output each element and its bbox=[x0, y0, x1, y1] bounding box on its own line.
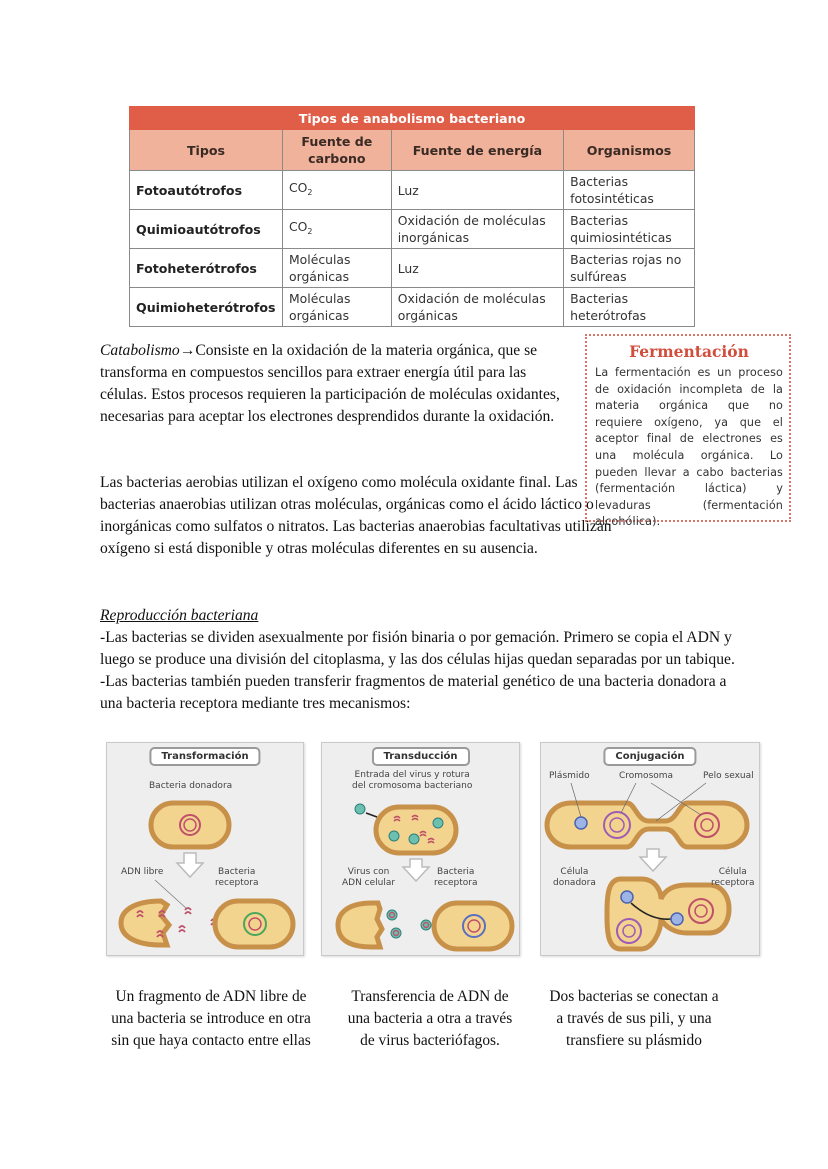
header-fuente-carbono: Fuente de carbono bbox=[282, 130, 391, 171]
label-line: Célula bbox=[560, 867, 589, 877]
label-bacteria-receptora bbox=[215, 867, 259, 889]
cell-tipo: Quimioautótrofos bbox=[130, 210, 283, 249]
figure-transduccion bbox=[321, 742, 520, 956]
table-row bbox=[130, 288, 695, 327]
label-line: ADN celular bbox=[342, 878, 396, 888]
figure-title: Conjugación bbox=[603, 747, 696, 766]
caption-line: transfiere su plásmido bbox=[566, 1032, 702, 1049]
label-celula-receptora bbox=[711, 867, 755, 889]
aerobias-paragraph: Las bacterias aerobias utilizan el oxígeno como molécula oxidante final. Las bacterias anaerobias utilizan otras moléculas, orgánicas como el ácido láctico o inorgánicas como sulfatos o nitratos. Las bacterias anaerobias facultativas utilizan oxígeno si está disponible y otras moléculas diferentes en su ausencia. bbox=[100, 474, 612, 557]
label-line: Bacteria bbox=[437, 867, 475, 877]
reproduccion-text bbox=[100, 627, 740, 715]
caption-line: Un fragmento de ADN libre de bbox=[115, 988, 307, 1005]
reproduccion-line-1: -Las bacterias se dividen asexualmente por fisión binaria o por gemación. Primero se copia el ADN y luego se produce una división del citoplasma, y las dos células hijas quedan separadas por un tabique. bbox=[100, 629, 735, 668]
caption-transformacion bbox=[98, 986, 324, 1052]
reproduccion-line-2: -Las bacterias también pueden transferir fragmentos de material genético de una bacteria donadora a una bacteria receptora mediante tres mecanismos: bbox=[100, 673, 727, 712]
label-bacteria-donadora: Bacteria donadora bbox=[149, 781, 233, 791]
subscript: 2 bbox=[307, 188, 313, 197]
cell-carbono-text: CO bbox=[288, 219, 308, 234]
label-line: del cromosoma bacteriano bbox=[352, 781, 473, 791]
cell-carbono bbox=[282, 210, 391, 249]
label-line: receptora bbox=[711, 878, 755, 888]
catabolismo-term: Catabolismo bbox=[100, 342, 180, 359]
caption-line: una bacteria a otra a través bbox=[347, 1010, 513, 1027]
caption-line: sin que haya contacto entre ellas bbox=[111, 1032, 311, 1049]
anabolism-table bbox=[129, 106, 695, 327]
caption-transduccion bbox=[330, 986, 530, 1052]
cell-tipo: Fotoheterótrofos bbox=[130, 249, 283, 288]
label-line: Célula bbox=[718, 867, 747, 877]
cell-energia: Oxidación de moléculas inorgánicas bbox=[391, 210, 563, 249]
header-fuente-energia: Fuente de energía bbox=[391, 130, 563, 171]
catabolismo-text: Consiste en la oxidación de la materia orgánica, que se transforma en compuestos sencillos para extraer energía útil para las células. Estos procesos requieren la participación de moléculas oxidantes, necesarias para aceptar los electrones desprendidos durante la oxidación. bbox=[100, 342, 560, 425]
cell-tipo: Fotoautótrofos bbox=[130, 171, 283, 210]
figure-title: Transducción bbox=[371, 747, 469, 766]
label-adn-libre: ADN libre bbox=[121, 867, 164, 877]
table-row bbox=[130, 249, 695, 288]
label-bacteria-receptora bbox=[434, 867, 478, 889]
header-tipos: Tipos bbox=[130, 130, 283, 171]
label-line: receptora bbox=[215, 878, 259, 888]
catabolismo-paragraph bbox=[100, 340, 570, 428]
caption-line: Dos bacterias se conectan a bbox=[549, 988, 719, 1005]
caption-line: una bacteria se introduce en otra bbox=[111, 1010, 311, 1027]
cell-organismos: Bacterias heterótrofas bbox=[564, 288, 695, 327]
cell-organismos: Bacterias rojas no sulfúreas bbox=[564, 249, 695, 288]
cell-carbono-text: CO bbox=[288, 180, 308, 195]
header-organismos: Organismos bbox=[564, 130, 695, 171]
transformacion-illustration bbox=[107, 743, 303, 955]
label-plasmido: Plásmido bbox=[549, 771, 590, 781]
cell-organismos: Bacterias fotosintéticas bbox=[564, 171, 695, 210]
label-entrada-virus bbox=[352, 770, 472, 792]
cell-tipo: Quimioheterótrofos bbox=[130, 288, 283, 327]
label-line: Virus con bbox=[347, 867, 390, 877]
arrow-icon: → bbox=[179, 342, 196, 359]
table-title: Tipos de anabolismo bacteriano bbox=[130, 107, 695, 130]
cell-carbono: Moléculas orgánicas bbox=[282, 249, 391, 288]
figure-conjugacion bbox=[540, 742, 760, 956]
label-line: Entrada del virus y rotura bbox=[354, 770, 470, 780]
subscript: 2 bbox=[307, 227, 313, 236]
fermentacion-title: Fermentación bbox=[629, 342, 749, 361]
table-row bbox=[130, 171, 695, 210]
label-line: Bacteria bbox=[218, 867, 256, 877]
label-line: donadora bbox=[553, 878, 596, 888]
cell-carbono: Moléculas orgánicas bbox=[282, 288, 391, 327]
fermentacion-body: La fermentación es un proceso de oxidación incompleta de la materia orgánica que no requiere oxígeno, ya que el aceptor final de electrones es una molécula orgánica. Lo pueden llevar a cabo bacterias (fermentación láctica) y levaduras (fermentación alcohólica). bbox=[595, 366, 783, 529]
fermentacion-box bbox=[585, 334, 791, 529]
label-line: receptora bbox=[434, 878, 478, 888]
label-celula-donadora bbox=[553, 867, 596, 889]
label-pelo-sexual: Pelo sexual bbox=[703, 771, 754, 781]
cell-energia: Luz bbox=[391, 249, 563, 288]
caption-line: a través de sus pili, y una bbox=[556, 1010, 712, 1027]
label-virus-adn-celular bbox=[342, 867, 395, 889]
cell-organismos: Bacterias quimiosintéticas bbox=[564, 210, 695, 249]
cell-energia: Luz bbox=[391, 171, 563, 210]
label-cromosoma: Cromosoma bbox=[619, 771, 674, 781]
caption-line: de virus bacteriófagos. bbox=[360, 1032, 500, 1049]
reproduccion-title: Reproducción bacteriana bbox=[100, 607, 259, 624]
figure-title: Transformación bbox=[149, 747, 260, 766]
caption-line: Transferencia de ADN de bbox=[351, 988, 509, 1005]
figure-transformacion bbox=[106, 742, 304, 956]
cell-carbono bbox=[282, 171, 391, 210]
table-row bbox=[130, 210, 695, 249]
caption-conjugacion bbox=[536, 986, 732, 1052]
cell-energia: Oxidación de moléculas orgánicas bbox=[391, 288, 563, 327]
